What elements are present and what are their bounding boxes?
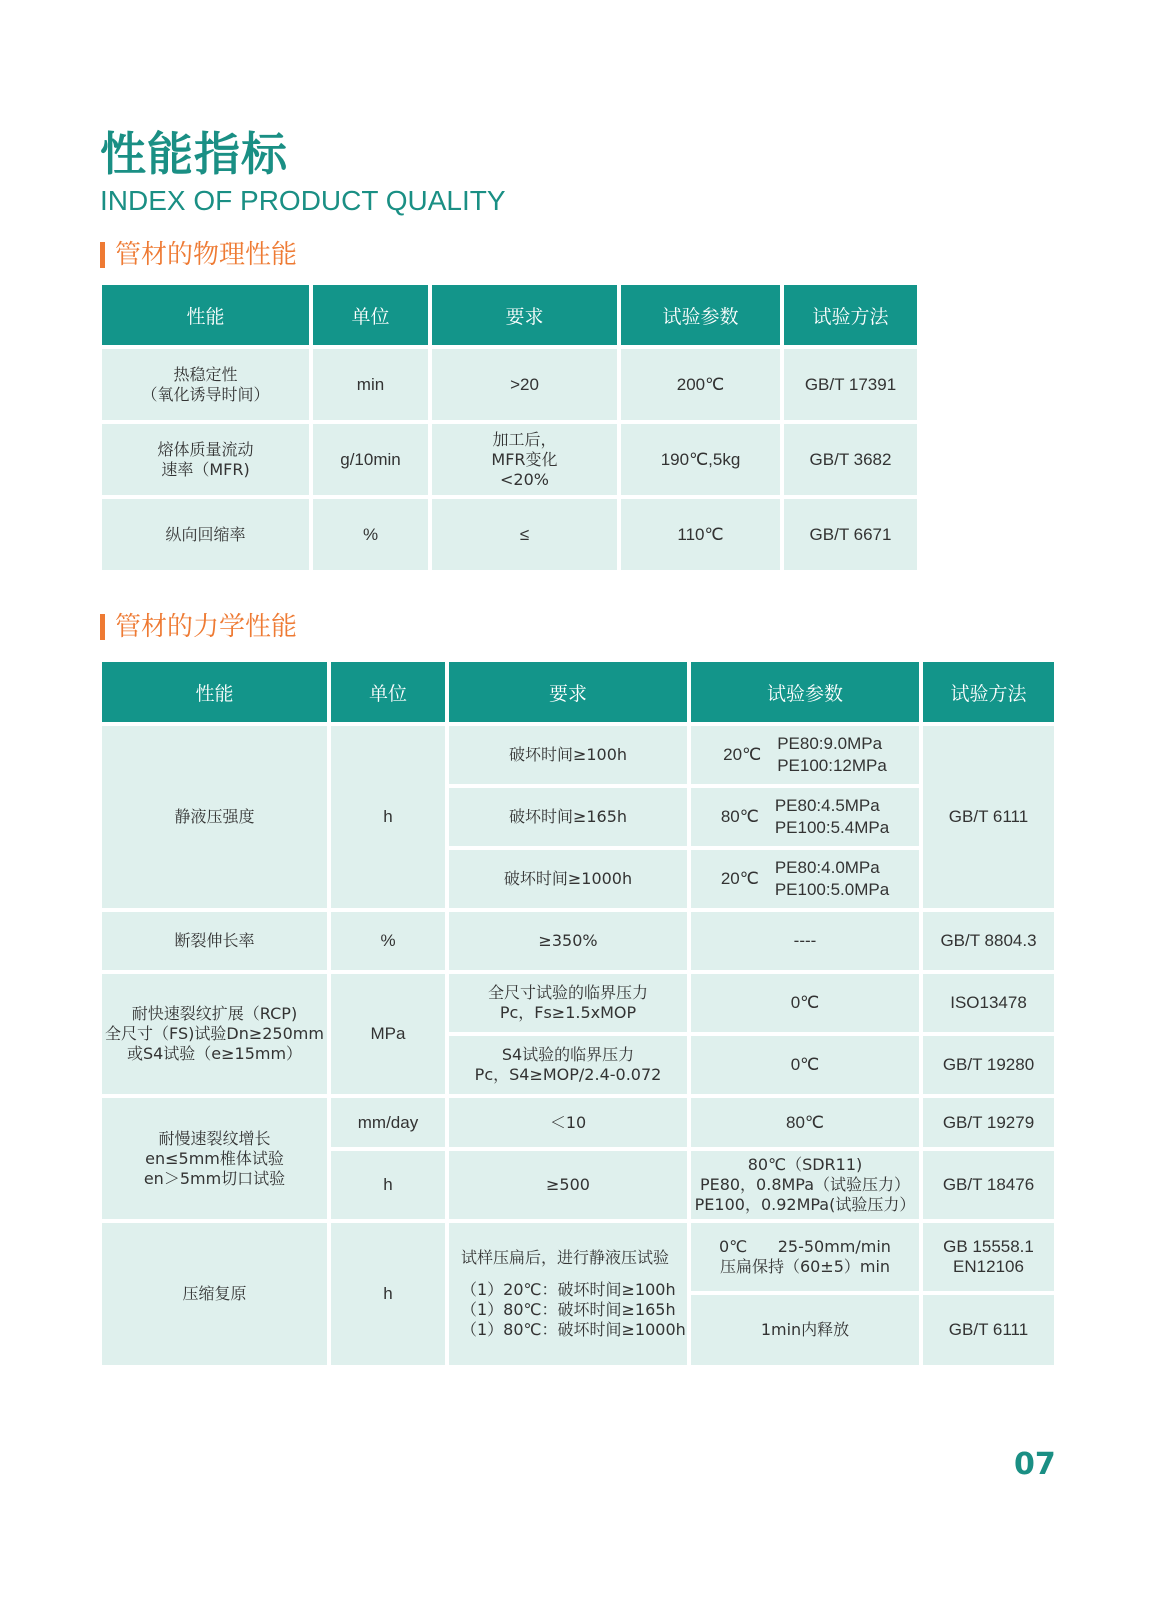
test-param-cell: 0℃ 25-50mm/min 压扁保持（60±5）min [691, 1223, 919, 1291]
header-cell: 试验方法 [923, 662, 1054, 722]
table-row [102, 726, 1054, 784]
unit-cell: mm/day [331, 1098, 445, 1147]
test-param-cell: 190℃,5kg [621, 424, 780, 495]
header-cell: 试验方法 [784, 285, 917, 345]
section-heading-physical [100, 240, 297, 270]
test-method-cell: GB/T 6111 [923, 1295, 1054, 1365]
test-param-cell: 0℃ [691, 1036, 919, 1094]
table-row [102, 499, 917, 570]
page-subtitle: INDEX OF PRODUCT QUALITY [100, 185, 506, 216]
table-row [102, 349, 917, 420]
property-cell: 热稳定性 （氧化诱导时间） [102, 349, 309, 420]
header-cell: 性能 [102, 662, 327, 722]
header-cell: 单位 [313, 285, 428, 345]
section-marker [100, 614, 105, 640]
requirement-cell: 试样压扁后，进行静液压试验 （1）20℃：破坏时间≥100h （1）80℃：破坏时间≥165h （1）80℃：破坏时间≥1000h [449, 1223, 687, 1365]
unit-cell: min [313, 349, 428, 420]
test-param-cell: 80℃ PE80:4.5MPa PE100:5.4MPa [691, 788, 919, 846]
header-cell: 单位 [331, 662, 445, 722]
temperature: 80℃ [720, 807, 759, 826]
table-header-row [102, 285, 917, 345]
test-method-cell: GB/T 17391 [784, 349, 917, 420]
test-param-cell: 0℃ [691, 974, 919, 1032]
requirement-cell: ＜10 [449, 1098, 687, 1147]
test-method-cell: GB/T 8804.3 [923, 912, 1054, 970]
property-cell: 熔体质量流动 速率（MFR) [102, 424, 309, 495]
test-param-cell: 1min内释放 [691, 1295, 919, 1365]
table-row [102, 912, 1054, 970]
section-marker [100, 242, 105, 268]
requirement-cell: ≤ [432, 499, 617, 570]
test-method-cell: GB 15558.1 EN12106 [923, 1223, 1054, 1291]
test-param-cell: 80℃（SDR11) PE80，0.8MPa（试验压力） PE100，0.92MPa(试验压力） [691, 1151, 919, 1219]
unit-cell: % [313, 499, 428, 570]
header-cell: 性能 [102, 285, 309, 345]
property-cell: 耐快速裂纹扩展（RCP) 全尺寸（FS)试验Dn≥250mm 或S4试验（e≥15mm） [102, 974, 327, 1094]
requirement-cell: 破坏时间≥1000h [449, 850, 687, 908]
property-cell: 耐慢速裂纹增长 en≤5mm椎体试验 en＞5mm切口试验 [102, 1098, 327, 1219]
test-method-cell: GB/T 6111 [923, 726, 1054, 908]
temperature: 20℃ [723, 745, 762, 764]
section-title: 管材的力学性能 [115, 612, 298, 642]
page-title: 性能指标 [100, 127, 288, 181]
test-method-cell: GB/T 3682 [784, 424, 917, 495]
test-param-cell: 80℃ [691, 1098, 919, 1147]
test-method-cell: GB/T 6671 [784, 499, 917, 570]
header-cell: 要求 [449, 662, 687, 722]
requirement-cell: ≥350% [449, 912, 687, 970]
test-param-cell: 110℃ [621, 499, 780, 570]
table-header-row [102, 662, 1054, 722]
test-method-cell: GB/T 19279 [923, 1098, 1054, 1147]
test-param-cell: 20℃ PE80:4.0MPa PE100:5.0MPa [691, 850, 919, 908]
test-method-cell: ISO13478 [923, 974, 1054, 1032]
test-param-cell: 200℃ [621, 349, 780, 420]
requirement-cell: 破坏时间≥165h [449, 788, 687, 846]
requirement-cell: 破坏时间≥100h [449, 726, 687, 784]
unit-cell: h [331, 726, 445, 908]
test-method-cell: GB/T 18476 [923, 1151, 1054, 1219]
requirement-cell: S4试验的临界压力 Pc，S4≥MOP/2.4-0.072 [449, 1036, 687, 1094]
table-row [102, 424, 917, 495]
requirement-cell: >20 [432, 349, 617, 420]
requirement-cell: 加工后， MFR变化 <20% [432, 424, 617, 495]
property-cell: 静液压强度 [102, 726, 327, 908]
page-number: 07 [1014, 1447, 1056, 1482]
table-row [102, 1223, 1054, 1291]
property-cell: 纵向回缩率 [102, 499, 309, 570]
unit-cell: g/10min [313, 424, 428, 495]
property-cell: 压缩复原 [102, 1223, 327, 1365]
header-cell: 试验参数 [691, 662, 919, 722]
temperature: 20℃ [720, 869, 759, 888]
unit-cell: h [331, 1151, 445, 1219]
mechanical-properties-table [98, 658, 1058, 1369]
property-cell: 断裂伸长率 [102, 912, 327, 970]
test-param-cell: 20℃ PE80:9.0MPa PE100:12MPa [691, 726, 919, 784]
unit-cell: % [331, 912, 445, 970]
section-title: 管材的物理性能 [115, 240, 298, 270]
unit-cell: MPa [331, 974, 445, 1094]
requirement-cell: ≥500 [449, 1151, 687, 1219]
test-method-cell: GB/T 19280 [923, 1036, 1054, 1094]
unit-cell: h [331, 1223, 445, 1365]
header-cell: 试验参数 [621, 285, 780, 345]
requirement-cell: 全尺寸试验的临界压力 Pc，Fs≥1.5xMOP [449, 974, 687, 1032]
table-row [102, 974, 1054, 1032]
header-cell: 要求 [432, 285, 617, 345]
section-heading-mechanical [100, 612, 297, 642]
test-param-cell: ---- [691, 912, 919, 970]
table-row [102, 1098, 1054, 1147]
physical-properties-table [98, 281, 921, 574]
